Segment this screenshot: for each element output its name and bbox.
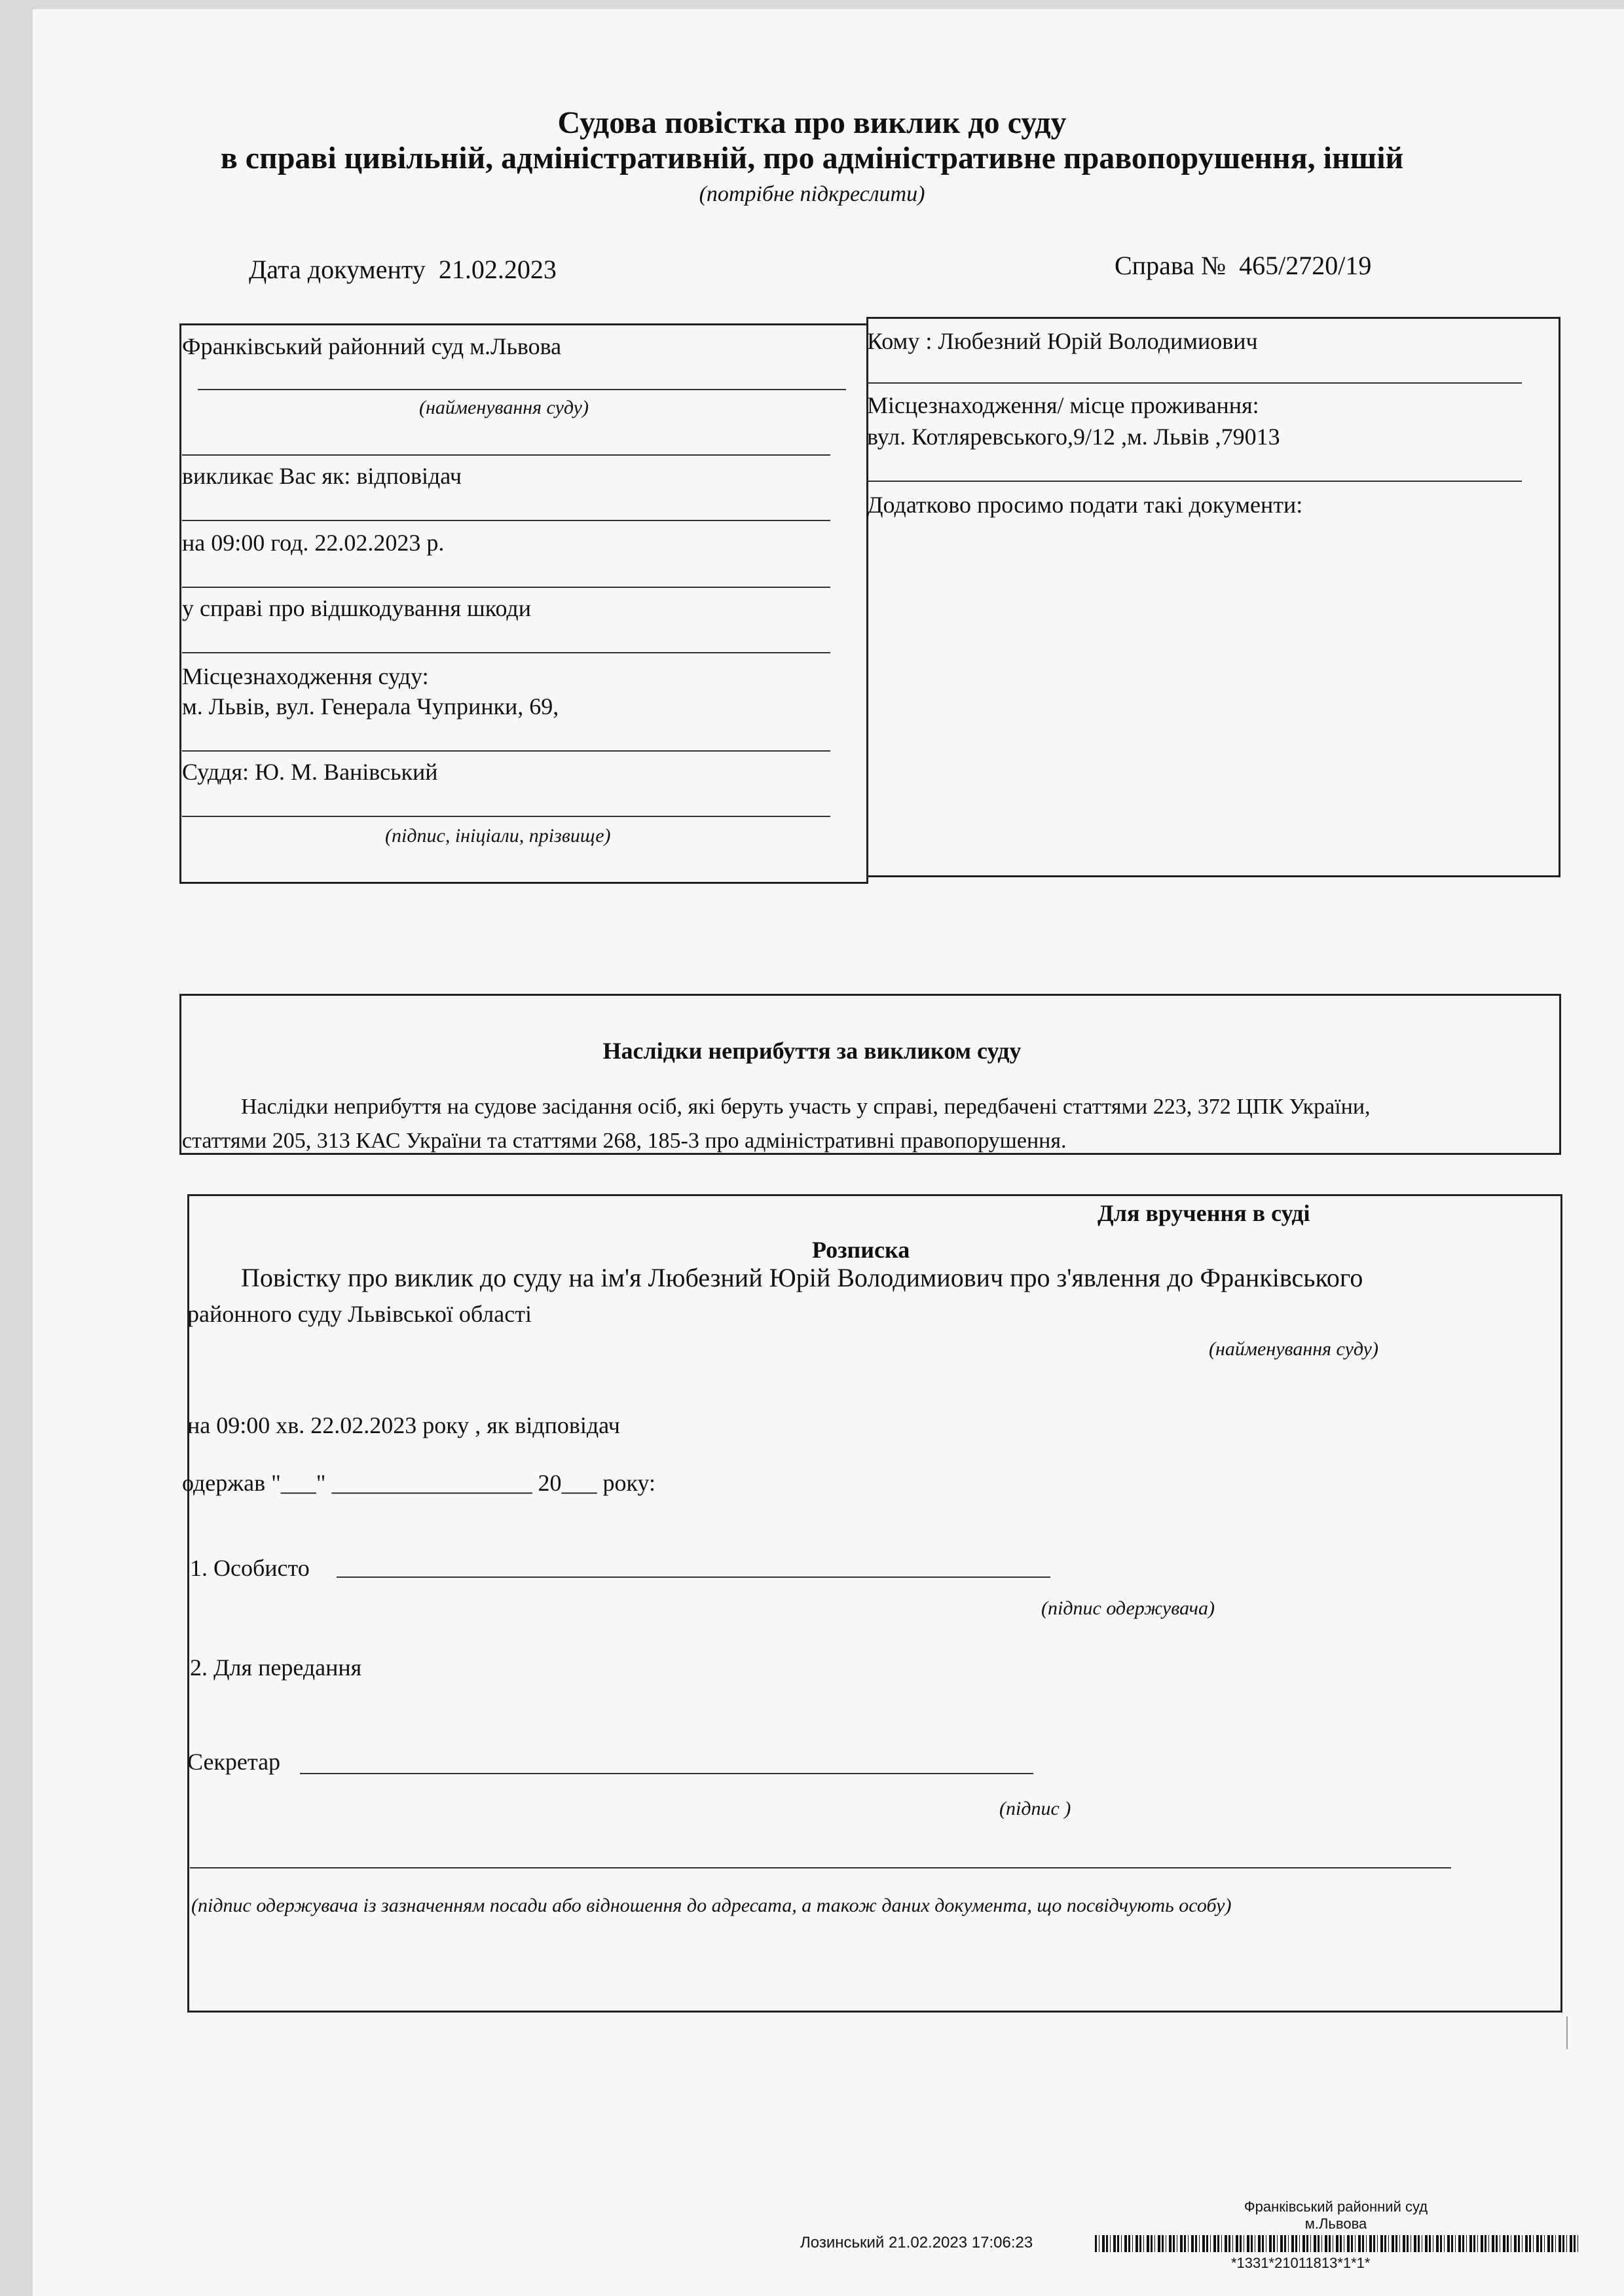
barcode-text: *1331*21011813*1*1*: [1231, 2255, 1371, 2271]
residence-label: Місцезнаходження/ місце проживання:: [867, 392, 1259, 418]
case-subject: у справі про відшкодування шкоди: [182, 595, 531, 621]
barcode: [1095, 2235, 1579, 2252]
receipt-court-caption: (найменування суду): [1209, 1338, 1378, 1360]
court-address: м. Львів, вул. Генерала Чупринки, 69,: [182, 693, 559, 720]
court-location-label: Місцезнаходження суду:: [182, 663, 429, 689]
hearing-time: на 09:00 год. 22.02.2023 р.: [182, 530, 445, 556]
personally-signature-line: [337, 1576, 1050, 1578]
title-line-1: Судова повістка про виклик до суду: [557, 105, 1067, 140]
consequences-text-2: статтями 205, 313 КАС України та статтями 268, 185-3 про адміністративні правопорушення.: [182, 1129, 1067, 1153]
transfer-label: 2. Для передання: [190, 1654, 362, 1681]
received-line: одержав "___" _________________ 20___ року:: [182, 1470, 656, 1496]
signature-caption: (підпис, ініціали, прізвище): [385, 825, 611, 847]
consequences-text-1: Наслідки неприбуття на судове засідання осіб, які беруть участь у справі, передбачені статтями 223, 372 ЦПК України,: [241, 1095, 1371, 1119]
receipt-text-1: Повістку про виклик до суду на ім'я Любезний Юрій Володимиович про з'явлення до Франківського: [241, 1263, 1363, 1292]
secretary-label: Секретар: [187, 1749, 281, 1775]
summons-as: викликає Вас як: відповідач: [182, 463, 462, 489]
receipt-time: на 09:00 хв. 22.02.2023 року , як відповідач: [187, 1412, 620, 1438]
date-label: Дата документу: [249, 255, 426, 284]
subtitle: (потрібне підкреслити): [699, 182, 925, 206]
title-line-2: в справі цивільній, адміністративній, про адміністративне правопорушення, іншій: [220, 141, 1404, 175]
court-stamp-line-1: Франківський районний суд: [1244, 2198, 1428, 2215]
final-signature-line: [190, 1867, 1451, 1868]
personally-label: 1. Особисто: [190, 1555, 310, 1581]
secretary-signature-line: [300, 1773, 1033, 1774]
court-name: Франківський районний суд м.Львова: [182, 333, 562, 359]
secretary-signature-caption: (підпис ): [999, 1798, 1071, 1819]
consequences-title: Наслідки неприбуття за викликом суду: [602, 1038, 1022, 1064]
receipt-text-2: районного суду Львівської області: [187, 1301, 532, 1327]
court-name-caption: (найменування суду): [419, 397, 589, 418]
extra-documents: Додатково просимо подати такі документи:: [867, 492, 1303, 518]
receipt-title: Розписка: [812, 1237, 910, 1263]
recipient-name: Кому : Любезний Юрій Володимиович: [867, 328, 1258, 354]
date-field: [249, 254, 557, 285]
clerk-timestamp: Лозинський 21.02.2023 17:06:23: [800, 2234, 1033, 2251]
recipient-address: вул. Котляревського,9/12 ,м. Львів ,79013: [867, 424, 1280, 450]
date-value: 21.02.2023: [438, 255, 557, 284]
case-value: 465/2720/19: [1239, 251, 1372, 280]
recipient-signature-caption: (підпис одержувача): [1041, 1597, 1215, 1619]
case-field: [1115, 250, 1371, 281]
final-caption: (підпис одержувача із зазначенням посади або відношення до адресата, а також даних документа, що посвідчують особу): [191, 1895, 1232, 1916]
court-use-label: Для вручення в суді: [1098, 1200, 1310, 1226]
judge-name: Суддя: Ю. М. Ванівський: [182, 759, 438, 785]
court-stamp-line-2: м.Львова: [1304, 2215, 1367, 2232]
case-label: Справа №: [1115, 251, 1227, 280]
